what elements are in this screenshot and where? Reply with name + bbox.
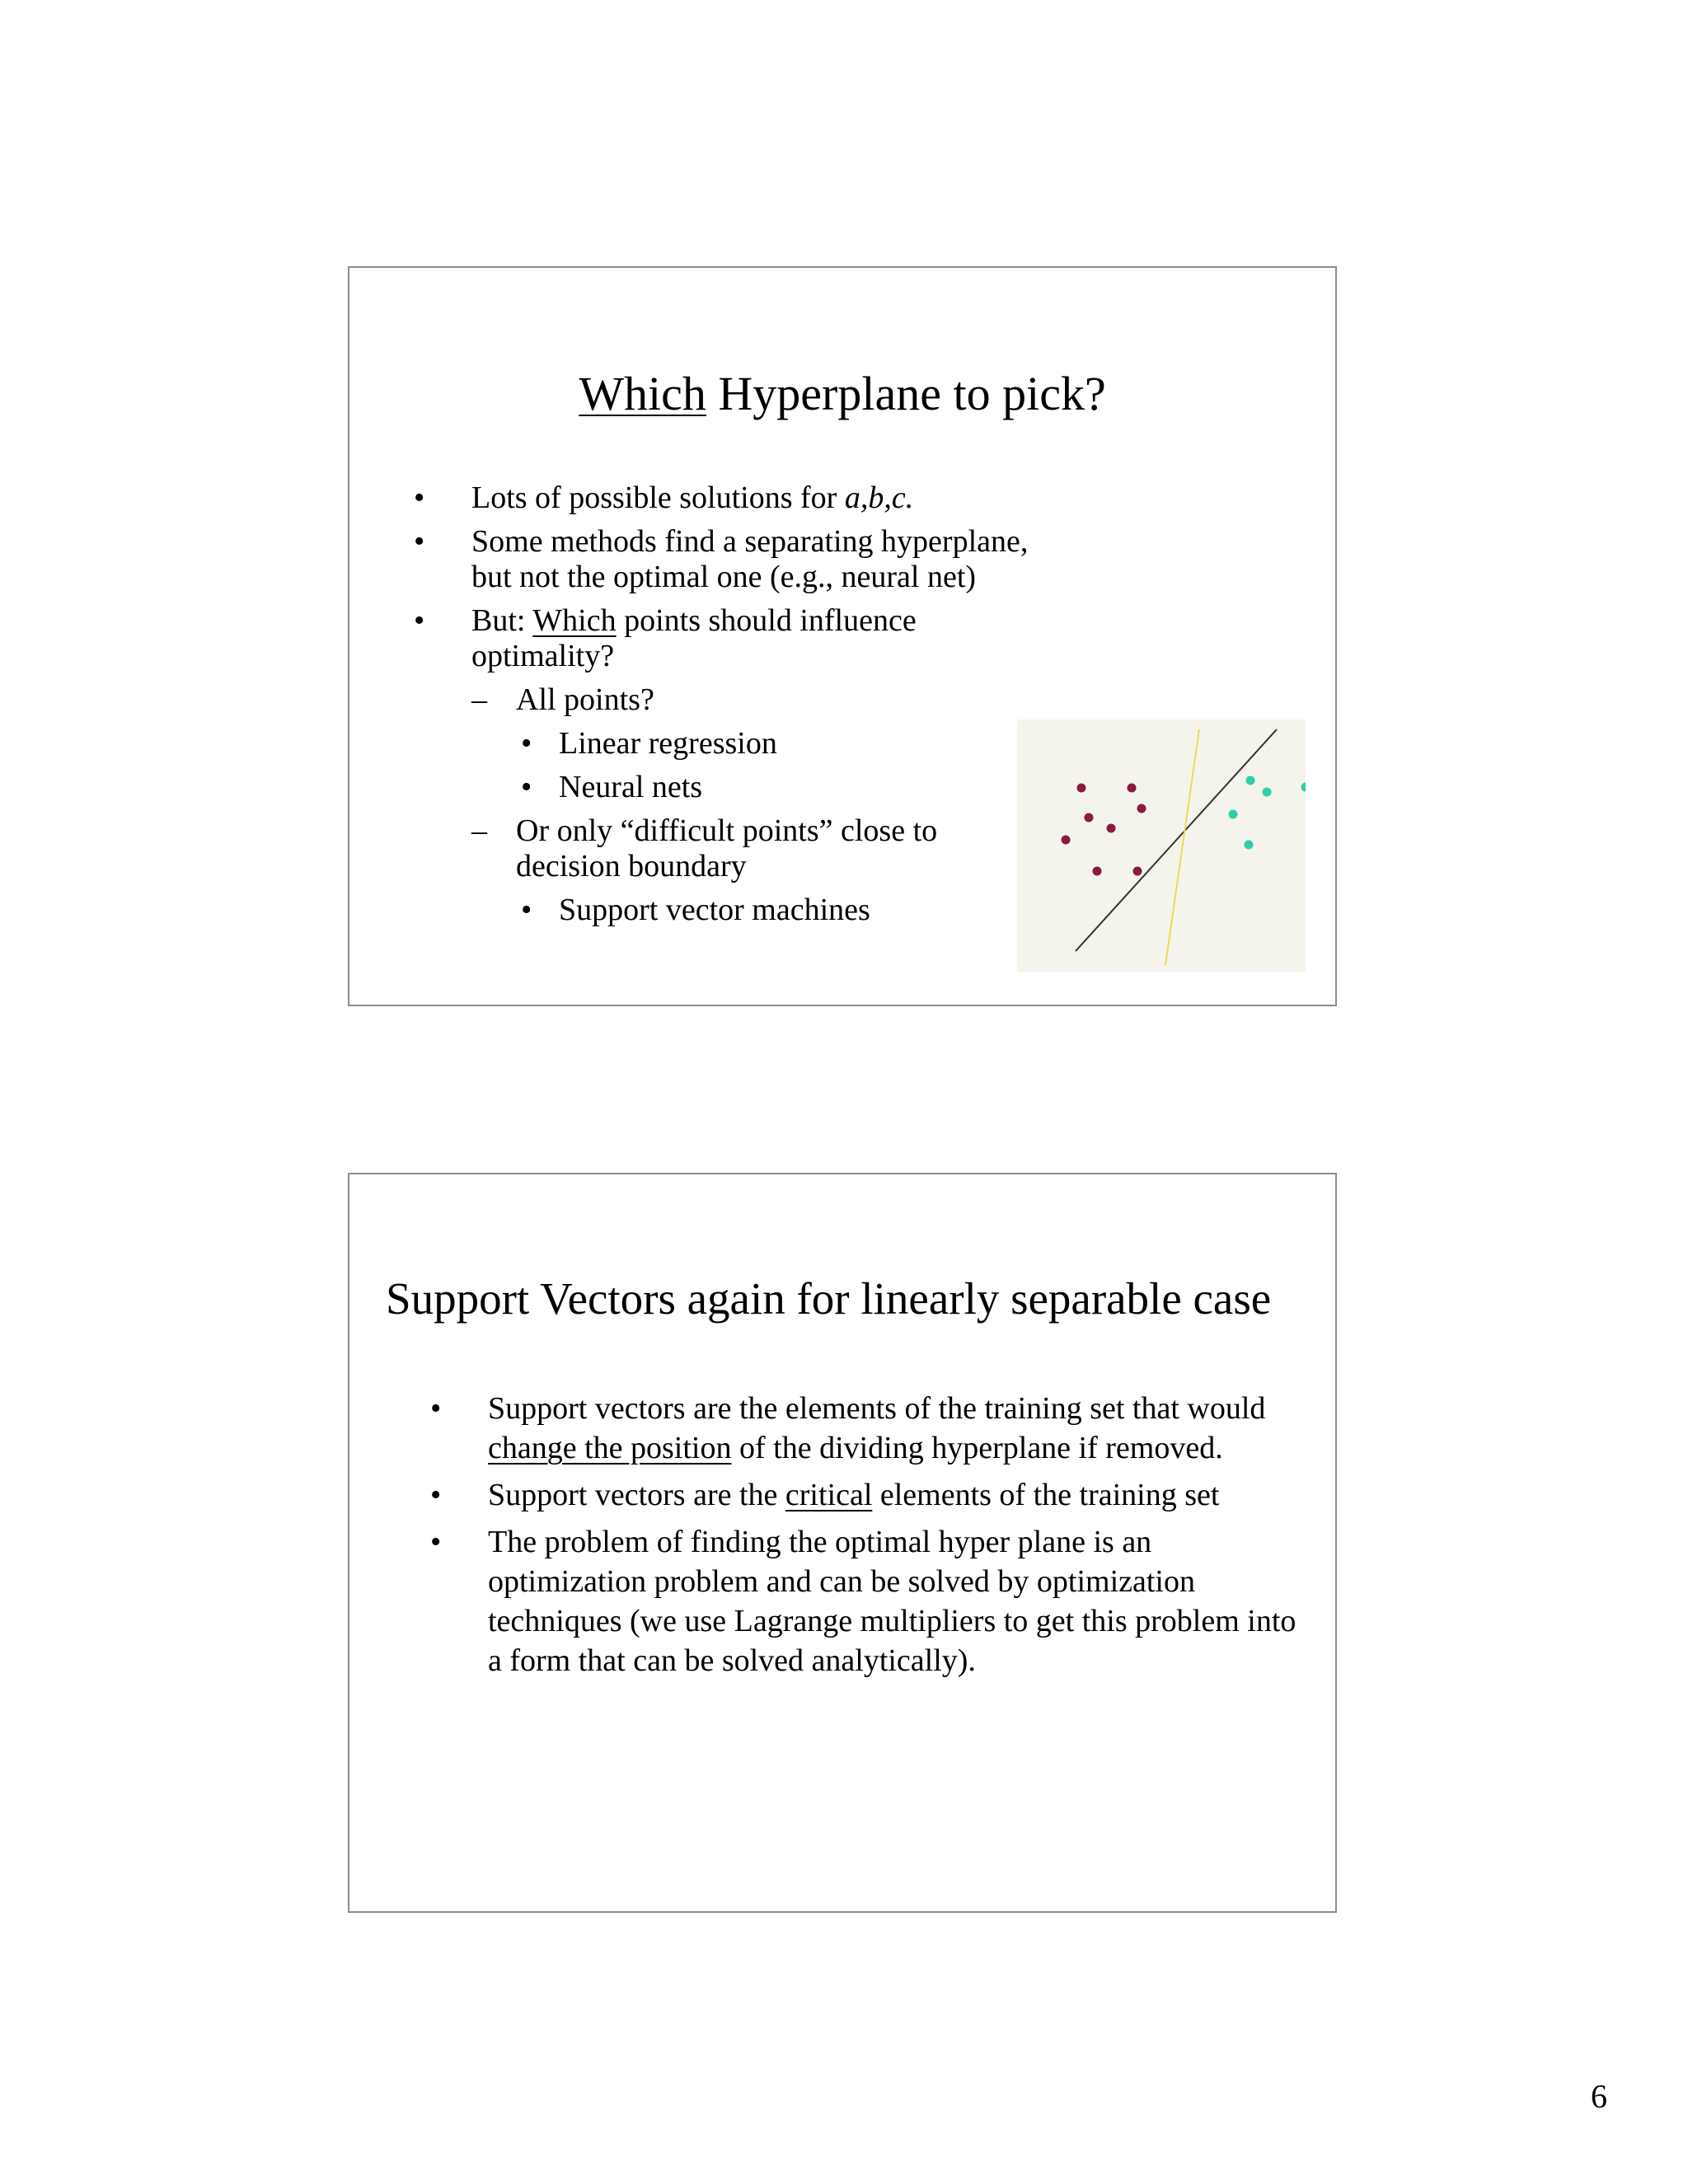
bullet-item <box>414 603 1040 674</box>
bullet-marker: • <box>521 726 532 761</box>
bullet-text: Or only “difficult points” close to decision boundary <box>516 813 938 883</box>
bullet-text: a,b,c. <box>844 480 914 515</box>
bullet-marker: – <box>471 682 487 717</box>
class-b-point <box>1263 788 1272 797</box>
bullet-text: But: <box>471 603 533 638</box>
bullet-text: Linear regression <box>559 726 777 761</box>
bullet-text: change the position <box>488 1431 732 1465</box>
bullet-item <box>414 770 1040 805</box>
bullet-marker: • <box>414 603 425 638</box>
class-a-point <box>1085 813 1094 823</box>
bullet-text: Which <box>532 603 617 638</box>
bullet-item <box>414 480 1040 516</box>
bullet-item <box>414 813 1040 884</box>
class-a-point <box>1128 784 1137 793</box>
bullet-item <box>414 524 1040 595</box>
bullet-item <box>414 893 1040 928</box>
bullet-text: Support vector machines <box>559 893 870 927</box>
bullet-text: The problem of finding the optimal hyper plane is an optimization problem and can be solved by optimization techniques (we use Lagrange multipliers to get this problem into a form that can be solved analytically). <box>488 1525 1296 1678</box>
bullet-item <box>430 1522 1304 1680</box>
bullet-text: Lots of possible solutions for <box>471 480 845 515</box>
bullet-marker: • <box>430 1478 442 1512</box>
class-a-point <box>1077 784 1086 793</box>
bullet-text: Support vectors are the <box>488 1478 785 1512</box>
class-b-point <box>1301 783 1306 792</box>
bullet-text: of the dividing hyperplane if removed. <box>731 1431 1223 1465</box>
title-emphasis: Which <box>579 367 706 420</box>
slide-title: Support Vectors again for linearly separable case <box>386 1273 1272 1324</box>
class-a-point <box>1137 804 1146 813</box>
bullet-marker: – <box>471 813 487 848</box>
class-b-point <box>1229 810 1238 819</box>
scatter-figure <box>1017 719 1306 972</box>
class-a-point <box>1107 824 1116 833</box>
slide-title <box>349 365 1335 423</box>
title-text: Hyperplane to pick? <box>706 367 1106 420</box>
class-b-point <box>1245 841 1254 850</box>
class-a-point <box>1062 836 1071 845</box>
bullet-marker: • <box>414 480 425 515</box>
bullet-list <box>414 480 1040 936</box>
class-a-point <box>1093 867 1102 876</box>
bullet-text: Some methods find a separating hyperplane, but not the optimal one (e.g., neural net) <box>471 524 1029 594</box>
bullet-item <box>430 1475 1304 1515</box>
bullet-text: Neural nets <box>559 770 703 804</box>
bullet-text: critical <box>785 1478 873 1512</box>
bullet-marker: • <box>430 1525 442 1559</box>
bullet-marker: • <box>521 893 532 927</box>
bullet-marker: • <box>521 770 532 804</box>
bullet-text: All points? <box>516 682 654 717</box>
bullet-item <box>430 1389 1304 1468</box>
bullet-text: elements of the training set <box>872 1478 1220 1512</box>
slide-hyperplane <box>348 266 1337 1006</box>
bullet-marker: • <box>414 524 425 559</box>
bullet-marker: • <box>430 1391 442 1426</box>
class-a-points <box>1062 784 1146 876</box>
bullet-item <box>414 726 1040 762</box>
bullet-list <box>430 1389 1304 1688</box>
separating-line-black <box>1076 729 1277 951</box>
class-b-point <box>1246 776 1255 785</box>
bullet-item <box>414 682 1040 718</box>
slide-support-vectors <box>348 1173 1337 1913</box>
bullet-text: points should influence optimality? <box>471 603 917 673</box>
class-b-points <box>1229 776 1306 850</box>
bullet-text: Support vectors are the elements of the training set that would <box>488 1391 1266 1426</box>
scatter-plot <box>1017 719 1306 972</box>
class-a-point <box>1133 867 1142 876</box>
page-number: 6 <box>1591 2078 1607 2115</box>
